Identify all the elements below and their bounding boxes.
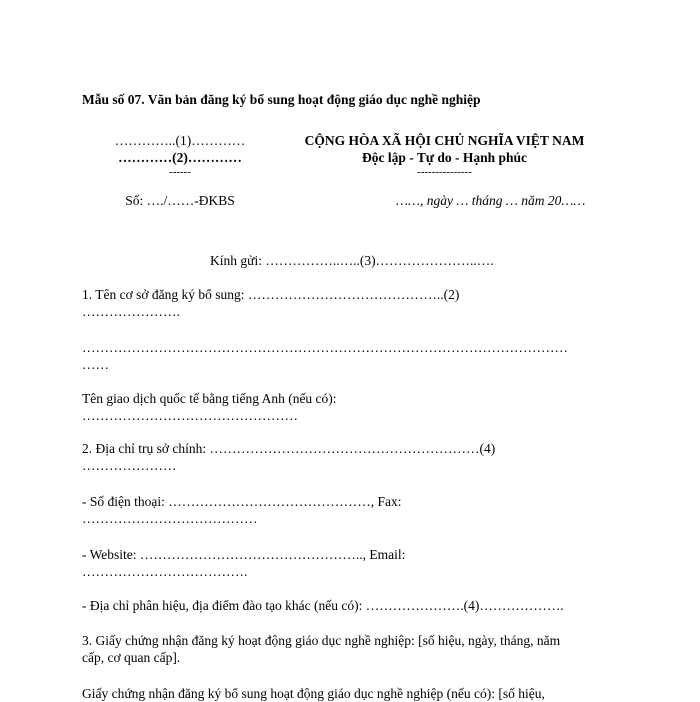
document-number: Số: …./……-ĐKBS	[125, 193, 235, 208]
national-title: CỘNG HÒA XÃ HỘI CHỦ NGHĨA VIỆT NAM	[304, 133, 585, 148]
national-motto: Độc lập - Tự do - Hạnh phúc	[361, 150, 528, 165]
item1-line2-cont: ……	[82, 357, 109, 372]
item1-line2: ………………………………………………………………………………………………	[82, 340, 568, 355]
header-left-rule: ------	[169, 166, 191, 178]
item1-cont: ………………….	[82, 304, 180, 319]
form-title: Mẫu số 07. Văn bản đăng ký bổ sung hoạt động giáo dục nghề nghiệp	[82, 92, 481, 107]
item1-label: 1. Tên cơ sở đăng ký bổ sung: ……………………………………..(2)	[82, 287, 460, 302]
branch-label: - Địa chỉ phân hiệu, địa điểm đào tạo khác (nếu có): ………………….(4)……………….	[82, 598, 564, 613]
header-left-line2: …………(2)…………	[118, 150, 242, 165]
item3-line1: 3. Giấy chứng nhận đăng ký hoạt động giáo dục nghề nghiệp: [số hiệu, ngày, tháng, năm	[82, 633, 561, 648]
phone-cont: …………………………………	[82, 511, 258, 526]
document-date: ……, ngày … tháng … năm 20……	[396, 193, 586, 208]
item3-line2: cấp, cơ quan cấp].	[82, 650, 181, 665]
website-cont: ……………………………….	[82, 564, 248, 579]
item2-label: 2. Địa chỉ trụ sở chính: ……………………………………………………(4)	[82, 441, 496, 456]
intl-name-value: …………………………………………	[82, 408, 298, 423]
phone-label: - Số điện thoại: ………………………………………, Fax:	[82, 494, 402, 509]
header-left-line1: …………..(1)…………	[114, 133, 246, 148]
website-label: - Website: ………………………………………….., Email:	[82, 547, 406, 562]
item3b-line1: Giấy chứng nhận đăng ký bổ sung hoạt động giáo dục nghề nghiệp (nếu có): [số hiệu,	[82, 686, 545, 701]
item2-cont: …………………	[82, 458, 177, 473]
intl-name-label: Tên giao dịch quốc tế bằng tiếng Anh (nếu có):	[82, 391, 337, 406]
header-right-rule: ---------------	[417, 166, 472, 178]
recipient-line: Kính gửi: ……………..…..(3)…………………..….	[210, 253, 494, 268]
